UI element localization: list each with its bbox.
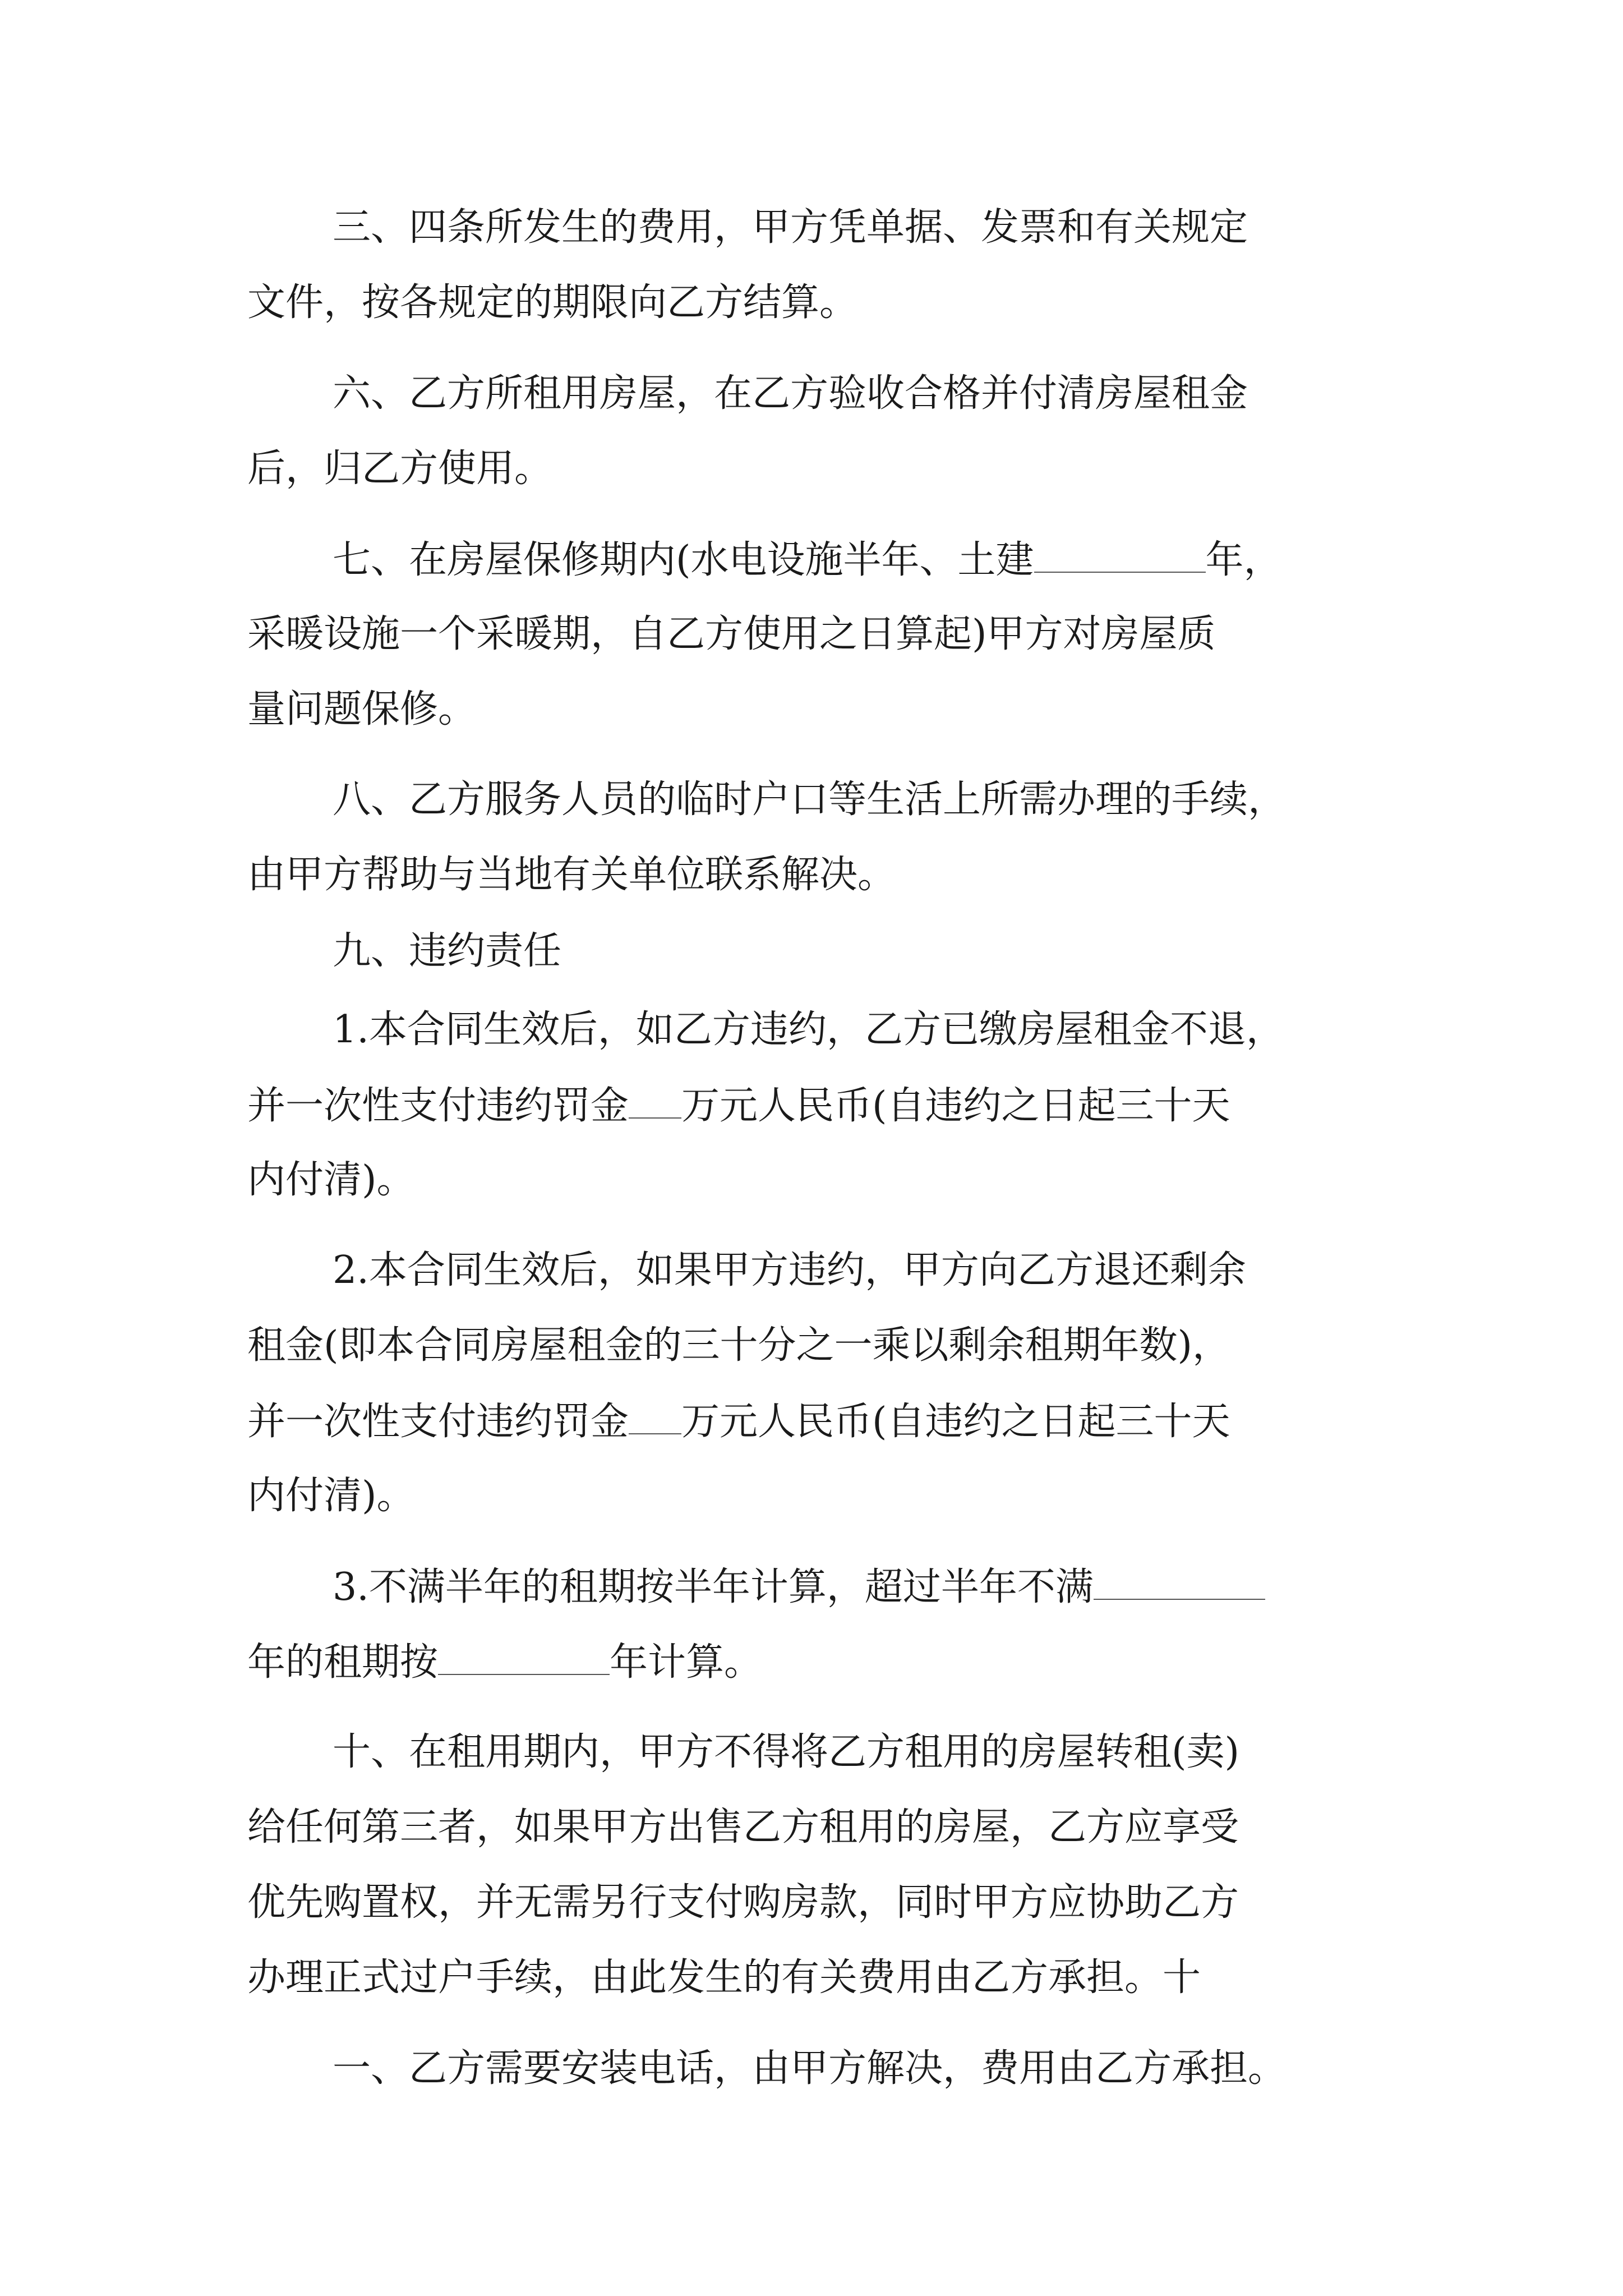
- text-line: 十、在租用期内，甲方不得将乙方租用的房屋转租(卖): [333, 1730, 1240, 1774]
- text-line: 办理正式过户手续，由此发生的有关费用由乙方承担。十: [247, 1955, 1201, 2000]
- text-line: 量问题保修。: [247, 687, 477, 731]
- text-line: 六、乙方所租用房屋，在乙方验收合格并付清房屋租金: [333, 371, 1248, 416]
- text-segment: 万元人民币(自违约之日起三十天: [681, 1084, 1230, 1128]
- text-line: 文件，按各规定的期限向乙方结算。: [247, 280, 858, 325]
- text-line: 八、乙方服务人员的临时户口等生活上所需办理的手续，: [333, 777, 1287, 822]
- fill-in-blank: [1034, 540, 1206, 573]
- text-line: 采暖设施一个采暖期，自乙方使用之日算起)甲方对房屋质: [247, 612, 1216, 656]
- text-line-with-blank: [247, 1084, 1230, 1128]
- text-segment: 年的租期按: [247, 1640, 439, 1685]
- text-line: 租金(即本合同房屋租金的三十分之一乘以剩余租期年数)，: [247, 1323, 1231, 1368]
- text-line-with-blank: [333, 538, 1282, 582]
- text-line: 1.本合同生效后，如乙方违约，乙方已缴房屋租金不退，: [333, 1007, 1284, 1052]
- text-line: 优先购置权，并无需另行支付购房款，同时甲方应协助乙方: [247, 1880, 1239, 1925]
- fill-in-blank: [629, 1402, 681, 1434]
- text-line: 一、乙方需要安装电话，由甲方解决，费用由乙方承担。: [333, 2046, 1287, 2091]
- text-line-with-blank: [247, 1640, 763, 1685]
- text-segment: 并一次性支付违约罚金: [247, 1400, 629, 1444]
- text-segment: 年计算。: [610, 1640, 763, 1685]
- text-line: 内付清)。: [247, 1158, 415, 1202]
- text-segment: 万元人民币(自违约之日起三十天: [681, 1400, 1230, 1444]
- fill-in-blank: [438, 1642, 610, 1675]
- text-line: 内付清)。: [247, 1474, 415, 1518]
- text-line: 三、四条所发生的费用，甲方凭单据、发票和有关规定: [333, 205, 1248, 250]
- section-heading: 九、违约责任: [333, 929, 562, 973]
- text-line: 2.本合同生效后，如果甲方违约，甲方向乙方退还剩余: [333, 1248, 1246, 1292]
- text-line: 后，归乙方使用。: [247, 447, 553, 491]
- text-segment: 年，: [1205, 538, 1282, 582]
- text-line-with-blank: [333, 1567, 1265, 1607]
- text-line: 给任何第三者，如果甲方出售乙方租用的房屋，乙方应享受: [247, 1805, 1239, 1849]
- fill-in-blank: [629, 1086, 681, 1119]
- fill-in-blank: [1094, 1567, 1265, 1600]
- text-segment: 七、在房屋保修期内(水电设施半年、土建: [333, 538, 1034, 582]
- text-line-with-blank: [247, 1400, 1230, 1444]
- text-segment: 并一次性支付违约罚金: [247, 1084, 629, 1128]
- text-line: 由甲方帮助与当地有关单位联系解决。: [247, 853, 896, 897]
- text-segment: 3.不满半年的租期按半年计算，超过半年不满: [333, 1565, 1094, 1609]
